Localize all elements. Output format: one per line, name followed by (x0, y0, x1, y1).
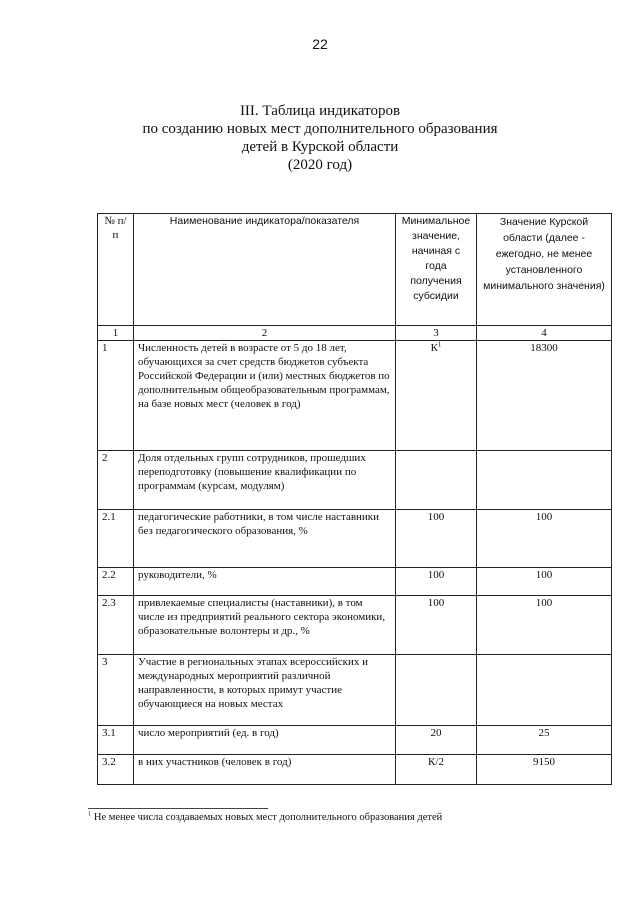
indicators-table (97, 213, 612, 785)
row-min: 100 (396, 568, 477, 596)
row-num: 3.2 (98, 755, 134, 785)
page-number: 22 (312, 36, 328, 52)
table-row (98, 451, 612, 510)
table-row (98, 726, 612, 755)
row-name: Участие в региональных этапах всероссийских и международных мероприятий различной направленности, в которых примут участие обучающиеся на новых местах (134, 655, 396, 726)
column-number: 2 (134, 326, 396, 341)
footnote-mark: 1 (88, 810, 92, 818)
title-line-3: детей в Курской области (241, 139, 399, 155)
row-min (396, 341, 477, 451)
row-name: Доля отдельных групп сотрудников, прошедших переподготовку (повышение квалификации по программам (курсам, модулям) (134, 451, 396, 510)
row-value (477, 451, 612, 510)
row-name: руководители, % (134, 568, 396, 596)
row-num: 1 (98, 341, 134, 451)
footnote-text: Не менее числа создаваемых новых мест дополнительного образования детей (91, 812, 443, 823)
row-num: 2.2 (98, 568, 134, 596)
row-num: 2.1 (98, 510, 134, 568)
header-value: Значение Курской области (далее - ежегодно, не менее установленного минимального значения) (477, 214, 612, 326)
table-row (98, 568, 612, 596)
row-name: Численность детей в возрасте от 5 до 18 лет, обучающихся за счет средств бюджетов субъекта Российской Федерации и (или) местных бюджетов по дополнительным общеобразовательным программам, на базе новых мест (человек в год) (134, 341, 396, 451)
row-min (396, 451, 477, 510)
row-min: 20 (396, 726, 477, 755)
header-min: Минимальное значение, начиная с года получения субсидии (396, 214, 477, 326)
row-name: число мероприятий (ед. в год) (134, 726, 396, 755)
row-num: 3 (98, 655, 134, 726)
footnote (88, 812, 628, 823)
row-min: 100 (396, 596, 477, 655)
row-min (396, 655, 477, 726)
footnote-ref: 1 (437, 340, 442, 349)
row-value: 25 (477, 726, 612, 755)
document-title (0, 102, 640, 174)
header-num: № п/п (98, 214, 134, 326)
row-value: 9150 (477, 755, 612, 785)
column-number: 1 (98, 326, 134, 341)
row-name: в них участников (человек в год) (134, 755, 396, 785)
column-number: 4 (477, 326, 612, 341)
row-value: 100 (477, 568, 612, 596)
row-num: 3.1 (98, 726, 134, 755)
title-line-4: (2020 год) (287, 157, 353, 173)
row-value: 18300 (477, 341, 612, 451)
row-num: 2 (98, 451, 134, 510)
column-number: 3 (396, 326, 477, 341)
table-row (98, 755, 612, 785)
row-min: К/2 (396, 755, 477, 785)
row-value: 100 (477, 596, 612, 655)
row-name: привлекаемые специалисты (наставники), в том числе из предприятий реального сектора экономики, образовательные волонтеры и др., % (134, 596, 396, 655)
table-row (98, 341, 612, 451)
row-num: 2.3 (98, 596, 134, 655)
title-line-2: по созданию новых мест дополнительного образования (142, 121, 498, 137)
row-name: педагогические работники, в том числе наставники без педагогического образования, % (134, 510, 396, 568)
title-line-1: III. Таблица индикаторов (239, 103, 401, 119)
row-min-value: К (430, 342, 438, 354)
row-value: 100 (477, 510, 612, 568)
table-row (98, 655, 612, 726)
table-row (98, 596, 612, 655)
footnote-divider (88, 808, 268, 809)
header-name: Наименование индикатора/показателя (134, 214, 396, 326)
table-row (98, 510, 612, 568)
row-value (477, 655, 612, 726)
column-number-row (98, 326, 612, 341)
header-row (98, 214, 612, 326)
row-min: 100 (396, 510, 477, 568)
